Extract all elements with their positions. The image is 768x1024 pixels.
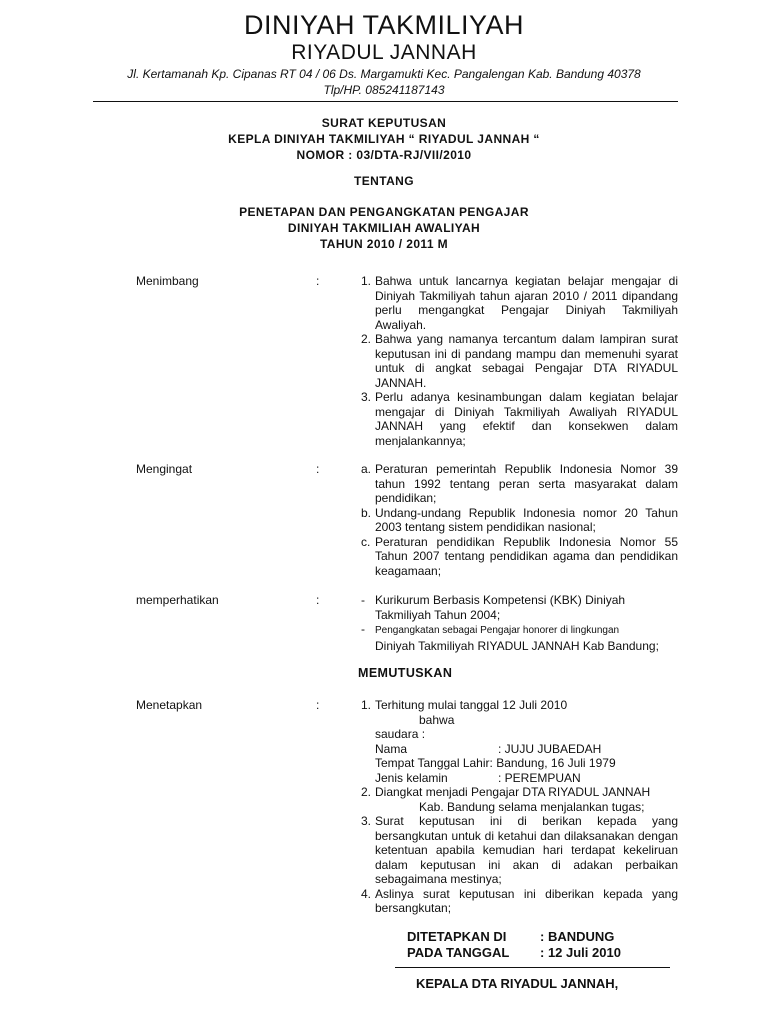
doc-number: NOMOR : 03/DTA-RJ/VII/2010 (296, 148, 472, 162)
memutuskan-heading: MEMUTUSKAN (358, 666, 453, 680)
signature-divider (395, 967, 670, 968)
subject-line-3: TAHUN 2010 / 2011 M (319, 237, 449, 251)
date-value: : 12 Juli 2010 (540, 945, 621, 960)
letterhead-subtitle: RIYADUL JANNAH (291, 41, 477, 64)
appointee-birth-row: Tempat Tanggal Lahir : Bandung, 16 Juli 1979 (375, 756, 616, 770)
mengingat-colon: : (316, 462, 320, 476)
menetapkan-label: Menetapkan (136, 698, 203, 712)
memperhatikan-item: - Kurikurum Berbasis Kompetensi (KBK) Diniyah Takmiliyah Tahun 2004; (361, 593, 626, 622)
appointee-gender-row: Jenis kelamin : PEREMPUAN (375, 770, 581, 785)
subject-line-2: DINIYAH TAKMILIAH AWALIYAH (287, 221, 481, 235)
about-label: TENTANG (354, 174, 414, 188)
menimbang-item: 2. Bahwa yang namanya tercantum dalam lampiran surat keputusan ini di pandang mampu dan memenuhi syarat untuk di angkat sebagai Pengajar DTA RIYADUL JANNAH. (361, 332, 678, 390)
mengingat-item: a. Peraturan pemerintah Republik Indonesia Nomor 39 tahun 1992 tentang peran serta masyarakat dalam pendidikan; (361, 462, 678, 505)
memperhatikan-colon: : (316, 593, 320, 607)
menetapkan-list (361, 698, 678, 916)
mengingat-list (361, 462, 678, 578)
menetapkan-item: 3. Surat keputusan ini di berikan kepada yang bersangkutan untuk di ketahui dan dilaksanakan dengan ketentuan apabila kemudian hari terdapat kekeliruan dalam keputusan ini akan di adakan perbaikan sebagaimana mestinya; (361, 814, 678, 886)
signer-title: KEPALA DTA RIYADUL JANNAH, (416, 976, 619, 991)
place-label: DITETAPKAN DI (407, 929, 507, 944)
menimbang-list (361, 274, 678, 448)
menetapkan-item: 4. Aslinya surat keputusan ini diberikan kepada yang bersangkutan; (361, 886, 678, 915)
menimbang-item: 1. Bahwa untuk lancarnya kegiatan belajar mengajar di Diniyah Takmiliyah tahun ajaran 2010 / 2011 dipandang perlu mengangkat Pengajar Diniyah Takmiliyah Awaliyah. (361, 274, 678, 332)
menimbang-item: 3. Perlu adanya kesinambungan dalam kegiatan belajar mengajar di Diniyah Takmiliyah Awaliyah RIYADUL JANNAH yang efektif dan konsekwen dalam menjalankannya; (361, 390, 678, 448)
memperhatikan-item: - Pengangkatan sebagai Pengajar honorer di lingkungan Diniyah Takmiliyah RIYADUL JANNAH Kab Bandung; (361, 622, 659, 653)
doc-type: SURAT KEPUTUSAN (321, 116, 447, 130)
letterhead-divider (93, 101, 678, 102)
date-label: PADA TANGGAL (407, 945, 510, 960)
letterhead-address: Jl. Kertamanah Kp. Cipanas RT 04 / 06 Ds. Margamukti Kec. Pangalengan Kab. Bandung 40378 (127, 67, 641, 81)
menetapkan-colon: : (316, 698, 320, 712)
mengingat-label: Mengingat (136, 462, 193, 476)
place-value: : BANDUNG (540, 929, 615, 944)
letterhead-phone: Tlp/HP. 085241187143 (323, 83, 445, 97)
doc-issuer: KEPLA DINIYAH TAKMILIYAH “ RIYADUL JANNAH “ (228, 132, 540, 146)
letterhead-title: DINIYAH TAKMILIYAH (243, 10, 525, 40)
mengingat-item: b. Undang-undang Republik Indonesia nomor 20 Tahun 2003 tentang sistem pendidikan nasional; (361, 505, 678, 534)
menimbang-label: Menimbang (136, 274, 199, 288)
memperhatikan-label: memperhatikan (136, 593, 219, 607)
mengingat-item: c. Peraturan pendidikan Republik Indonesia Nomor 55 Tahun 2007 tentang pendidikan agama dan pendidikan keagamaan; (361, 534, 678, 578)
memperhatikan-list (361, 593, 678, 653)
subject-line-1: PENETAPAN DAN PENGANGKATAN PENGAJAR (239, 205, 529, 219)
menimbang-colon: : (316, 274, 320, 288)
menetapkan-item: 2. Diangkat menjadi Pengajar DTA RIYADUL JANNAH Kab. Bandung selama menjalankan tugas; (361, 785, 651, 814)
menetapkan-item: 1. Terhitung mulai tanggal 12 Juli 2010 bahwa saudara : Nama : JUJU JUBAEDAH Tempat Tanggal Lahir : Bandung, 16 Juli 1979 Jenis kelamin : PEREMPUAN (361, 698, 678, 785)
appointee-name-row: Nama : JUJU JUBAEDAH (375, 741, 602, 756)
